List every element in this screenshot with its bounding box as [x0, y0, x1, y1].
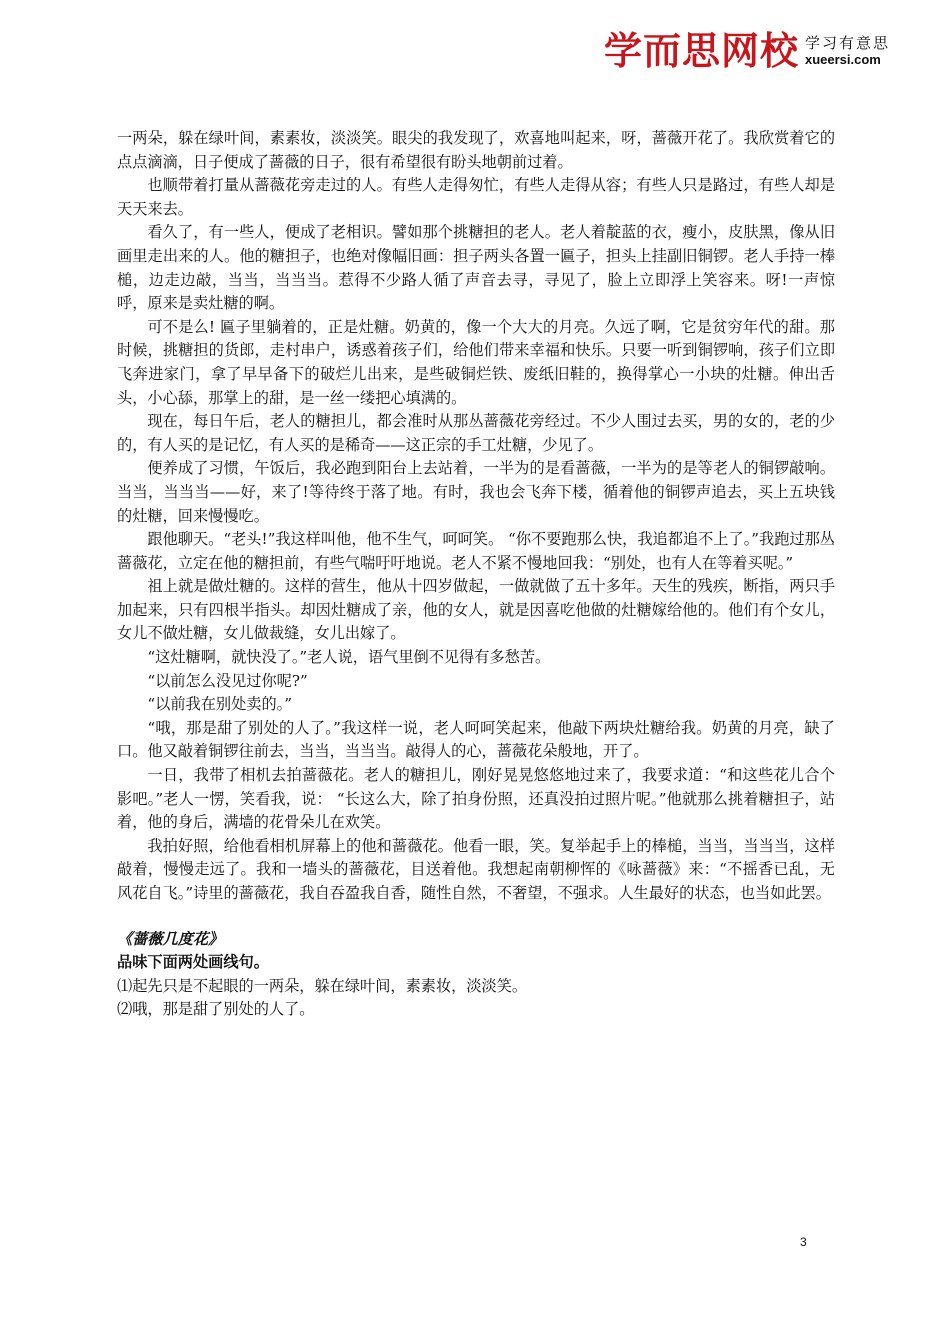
paragraph: 我拍好照，给他看相机屏幕上的他和蔷薇花。他看一眼，笑。复举起手上的棒槌，当当，当当当，这样敲着，慢慢走远了。我和一墙头的蔷薇花，目送着他。我想起南朝柳恽的《咏蔷薇》来：“不摇香已乱，无风花自飞。”诗里的蔷薇花，我自吞盈我自香，随性自然，不奢望，不强求。人生最好的状态，也当如此罢。 [117, 836, 835, 902]
paragraph: “哦，那是甜了别处的人了。”我这样一说，老人呵呵笑起来，他敲下两块灶糖给我。奶黄的月亮，缺了口。他又敲着铜锣往前去，当当，当当当。敲得人的心，蔷薇花朵般地，开了。 [117, 718, 835, 761]
exercise-title: 《蔷薇几度花》 [117, 929, 224, 948]
brand-logo [604, 28, 890, 74]
paragraph: 可不是么! 匾子里躺着的，正是灶糖。奶黄的，像一个大大的月亮。久远了啊，它是贫穷年代的甜。那时候，挑糖担的货郎，走村串户，诱惑着孩子们，给他们带来幸福和快乐。只要一听到铜锣响，孩子们立即飞奔进家门，拿了早早备下的破烂儿出来，是些破铜烂铁、废纸旧鞋的，换得掌心一小块的灶糖。伸出舌头，小心舔，那掌上的甜，是一丝一缕把心填满的。 [117, 317, 835, 407]
paragraph: 看久了，有一些人，便成了老相识。譬如那个挑糖担的老人。老人着靛蓝的衣，瘦小，皮肤黑，像从旧画里走出来的人。他的糖担子，也绝对像幅旧画：担子两头各置一匾子，担头上挂副旧铜锣。老人手持一棒槌，边走边敲，当当，当当当。惹得不少路人循了声音去寻，寻见了，脸上立即浮上笑容来。呀!一声惊呼，原来是卖灶糖的啊。 [117, 223, 835, 313]
logo-text: 学而思网校 [603, 29, 799, 73]
paragraph: “以前我在别处卖的。” [147, 695, 293, 714]
paragraph: “这灶糖啊，就快没了。”老人说，语气里倒不见得有多愁苦。 [147, 648, 551, 667]
logo-url: xueersi.com [804, 52, 881, 67]
paragraph: 一日，我带了相机去拍蔷薇花。老人的糖担儿，刚好晃晃悠悠地过来了，我要求道：“和这些花儿合个影吧。”老人一愣，笑看我，说： “长这么大，除了拍身份照，还真没拍过照片呢。”他就那么挑着糖担子，站着，他的身后，满墙的花骨朵儿在欢笑。 [117, 766, 835, 832]
paragraph: 现在，每日午后，老人的糖担儿，都会准时从那丛蔷薇花旁经过。不少人围过去买，男的女的，老的少的，有人买的是记忆，有人买的是稀奇——这正宗的手工灶糖，少见了。 [117, 412, 835, 454]
paragraph: 一两朵，躲在绿叶间，素素妆，淡淡笑。眼尖的我发现了，欢喜地叫起来，呀，蔷薇开花了。我欣赏着它的点点滴滴，日子便成了蔷薇的日子，很有希望很有盼头地朝前过着。 [117, 129, 835, 171]
logo-side [805, 34, 890, 68]
paragraph: 跟他聊天。“老头!”我这样叫他，他不生气，呵呵笑。 “你不要跑那么快，我追都追不上了。”我跑过那丛蔷薇花，立定在他的糖担前，有些气喘吁吁地说。老人不紧不慢地回我：“别处，也有人在等着买呢。” [117, 530, 835, 572]
paragraph: 也顺带着打量从蔷薇花旁走过的人。有些人走得匆忙，有些人走得从容；有些人只是路过，有些人却是天天来去。 [117, 176, 835, 218]
document-body [117, 127, 835, 1022]
section-gap [117, 906, 835, 928]
page-number: 3 [800, 1235, 807, 1249]
logo-slogan: 学习有意思 [804, 34, 890, 52]
question-1: ⑴起先只是不起眼的一两朵，躲在绿叶间，素素妆，淡淡笑。 [117, 976, 528, 995]
paragraph: 祖上就是做灶糖的。这样的营生，他从十四岁做起，一做就做了五十多年。天生的残疾，断指，两只手加起来，只有四根半指头。却因灶糖成了亲，他的女人，就是因喜吃他做的灶糖嫁给他的。他们有个女儿，女儿不做灶糖，女儿做裁缝，女儿出嫁了。 [117, 577, 835, 643]
paragraph: “以前怎么没见过你呢?” [147, 671, 308, 690]
question-2: ⑵哦，那是甜了别处的人了。 [117, 1000, 315, 1019]
paragraph: 便养成了习惯，午饭后，我必跑到阳台上去站着，一半为的是看蔷薇，一半为的是等老人的铜锣敲响。当当，当当当——好，来了!等待终于落了地。有时，我也会飞奔下楼，循着他的铜锣声追去，买上五块钱的灶糖，回来慢慢吃。 [117, 459, 835, 525]
exercise-instruction: 品味下面两处画线句。 [117, 953, 269, 972]
